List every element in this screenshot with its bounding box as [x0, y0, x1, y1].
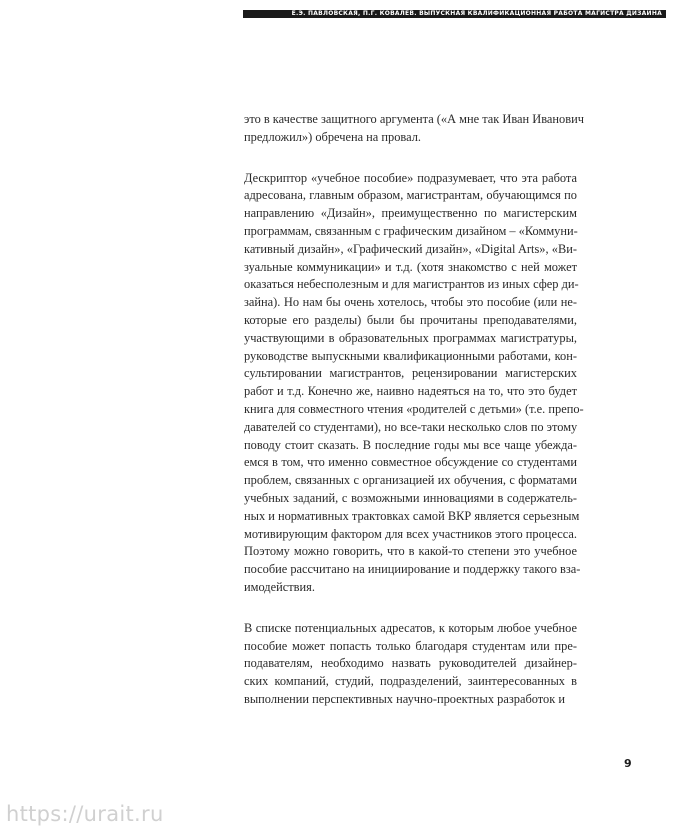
text-line: проблем, связанных с организацией их обучения, с форматами — [244, 473, 577, 488]
body-text — [244, 111, 584, 732]
text-line: оказаться небесполезным и для магистрантов из иных сфер ди- — [244, 277, 579, 292]
text-line: В списке потенциальных адресатов, к которым любое учебное — [244, 620, 577, 635]
text-line: сультировании магистрантов, рецензировании магистерских — [244, 366, 577, 381]
paragraph — [244, 620, 577, 709]
text-line: это в качестве защитного аргумента («А мне так Иван Иванович — [244, 112, 584, 126]
text-line: зуальные коммуникации» и т.д. (хотя знакомство с ней может — [244, 259, 577, 274]
text-line: выполнении перспективных научно-проектных разработок и — [244, 691, 565, 706]
text-line: предложил») обречена на провал. — [244, 129, 422, 144]
running-title: Е.Э. ПАВЛОВСКАЯ, П.Г. КОВАЛЕВ. ВЫПУСКНАЯ КВАЛИФИКАЦИОННАЯ РАБОТА МАГИСТРА ДИЗАЙНА — [291, 10, 662, 17]
page-number: 9 — [624, 757, 632, 770]
text-line: пособие рассчитано на инициирование и поддержку такого вза- — [244, 562, 581, 577]
text-line: зайна). Но нам бы очень хотелось, чтобы это пособие (или не- — [244, 295, 577, 310]
text-line: руководстве выпускными квалификационными работами, кон- — [244, 348, 577, 363]
text-line: участвующими в образовательных программах магистратуры, — [244, 330, 577, 345]
text-line: емся в том, что именно совместное обсуждение со студентами — [244, 455, 577, 470]
text-line: пособие может попасть только благодаря студентам или пре- — [244, 638, 577, 653]
text-line: мотивирующим фактором для всех участников этого процесса. — [244, 526, 577, 541]
text-line: которые его разделы) были бы прочитаны преподавателями, — [244, 312, 577, 327]
text-line: программам, связанным с графическим дизайном – «Коммуни- — [244, 223, 578, 238]
watermark-url[interactable]: https://urait.ru — [6, 802, 164, 826]
text-line: ных и нормативных трактовках самой ВКР является серьезным — [244, 508, 580, 523]
text-line: адресована, главным образом, магистрантам, обучающимся по — [244, 188, 577, 203]
text-line: учебных заданий, с возможными инновациями в содержатель- — [244, 490, 577, 505]
running-header — [243, 10, 666, 18]
text-line: кативный дизайн», «Графический дизайн», «Digital Arts», «Ви- — [244, 241, 577, 256]
text-line: работ и т.д. Конечно же, наивно надеяться на то, что это будет — [244, 384, 577, 399]
text-line: имодействия. — [244, 579, 315, 594]
paragraph — [244, 111, 584, 147]
text-line: книга для совместного чтения «родителей с детьми» (т.е. препо- — [244, 401, 584, 416]
text-line: ских компаний, студий, подразделений, заинтересованных в — [244, 674, 577, 689]
text-line: направлению «Дизайн», преимущественно по магистерским — [244, 206, 577, 221]
paragraph — [244, 170, 584, 597]
text-line: Дескриптор «учебное пособие» подразумевает, что эта работа — [244, 170, 577, 185]
text-line: давателей со студентами), но все-таки несколько слов по этому — [244, 419, 578, 434]
text-line: подавателям, необходимо назвать руководителей дизайнер- — [244, 656, 577, 671]
text-line: поводу стоит сказать. В последние годы мы все чаще убежда- — [244, 437, 577, 452]
text-line: Поэтому можно говорить, что в какой-то степени это учебное — [244, 544, 577, 559]
